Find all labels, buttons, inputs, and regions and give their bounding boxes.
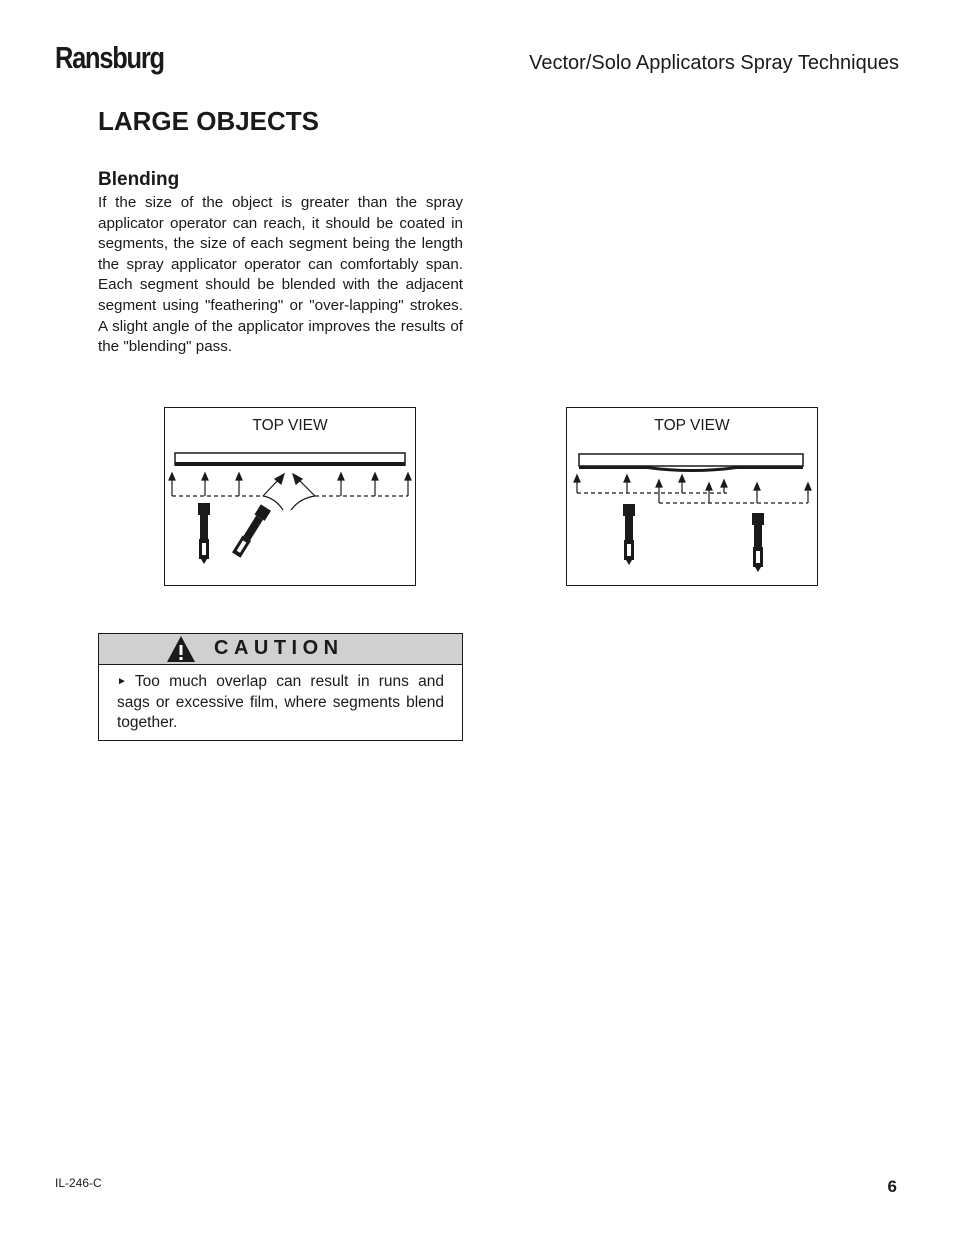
figure-blending-overlap: [566, 407, 818, 586]
figure-label: TOP VIEW: [252, 417, 328, 434]
page-title: LARGE OBJECTS: [98, 106, 320, 136]
caution-box: [98, 633, 463, 741]
spray-diagram-overlap: [567, 408, 817, 585]
document-number: IL-246-C: [55, 1176, 102, 1190]
arrow-right-icon: ►: [117, 676, 127, 687]
caution-header: [99, 634, 462, 665]
section-body: If the size of the object is greater than the spray applicator operator can reach, it should be coated in segments, the size of each segment being the length the spray applicator operator can comfortably span. Each segment should be blended with the adjacent segment using "feathering" or "over-lapping" strokes. A slight angle of the applicator improves the results of the "blending" pass.: [98, 194, 463, 356]
section-heading: Blending: [98, 169, 180, 190]
header-title: Vector/Solo Applicators Spray Techniques: [529, 52, 899, 74]
figure-label: TOP VIEW: [654, 417, 730, 434]
spray-diagram-angled: [165, 408, 415, 585]
caution-body: [117, 672, 444, 734]
page-number: 6: [887, 1177, 897, 1196]
warning-triangle-icon: [166, 635, 196, 663]
caution-text: Too much overlap can result in runs and sags or excessive film, where segments blend together.: [117, 673, 444, 732]
caution-title: CAUTION: [214, 637, 344, 659]
figure-blending-angled: [164, 407, 416, 586]
brand-logo: Ransburg: [55, 40, 164, 75]
